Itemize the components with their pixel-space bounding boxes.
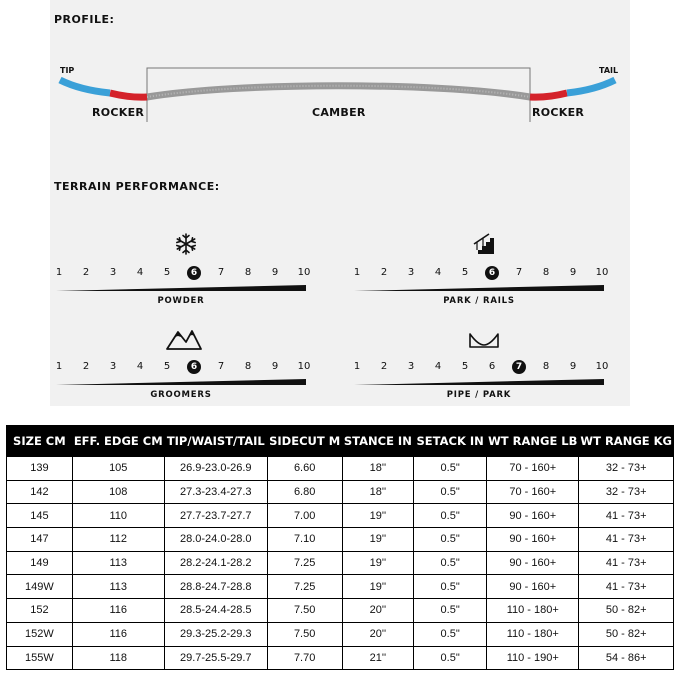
rating-scale-number: 2 (82, 361, 90, 372)
rating-scale-number: 4 (136, 361, 144, 372)
rating-scale-number: 10 (595, 361, 609, 372)
table-cell: 0.5" (414, 551, 487, 575)
mountain-icon (166, 326, 202, 350)
table-cell: 90 - 160+ (487, 551, 579, 575)
table-cell: 32 - 73+ (579, 457, 674, 481)
rating-wedge (354, 285, 604, 291)
rocker-right (530, 93, 567, 97)
snowflake-icon (174, 232, 198, 256)
camber-label: CAMBER (312, 106, 366, 119)
rating-scale-number: 2 (380, 267, 388, 278)
table-cell: 29.7-25.5-29.7 (164, 646, 267, 670)
table-cell: 116 (72, 622, 164, 646)
rating-scale-number: 4 (136, 267, 144, 278)
col-size: SIZE CM (7, 426, 73, 457)
table-cell: 0.5" (414, 480, 487, 504)
rating-label: PARK / RAILS (443, 296, 515, 306)
rating-scale-number: 3 (407, 361, 415, 372)
col-tip-waist-tail: TIP/WAIST/TAIL (164, 426, 267, 457)
table-cell: 118 (72, 646, 164, 670)
table-cell: 7.25 (267, 551, 342, 575)
rating-label: POWDER (157, 296, 205, 306)
col-stance: STANCE IN (342, 426, 414, 457)
table-cell: 0.5" (414, 622, 487, 646)
terrain-heading: TERRAIN PERFORMANCE: (54, 180, 220, 193)
rating-scale (55, 266, 311, 280)
col-setback: SETACK IN (414, 426, 487, 457)
table-cell: 0.5" (414, 575, 487, 599)
table-cell: 90 - 160+ (487, 528, 579, 552)
rating-scale-number: 6 (488, 361, 496, 372)
table-cell: 41 - 73+ (579, 575, 674, 599)
table-cell: 32 - 73+ (579, 480, 674, 504)
table-cell: 149 (7, 551, 73, 575)
tip-section (60, 80, 110, 93)
table-row (7, 575, 674, 599)
table-row (7, 504, 674, 528)
rating-pipe-park (353, 326, 609, 406)
rating-selected-value: 6 (187, 266, 201, 280)
rating-scale-number: 3 (109, 361, 117, 372)
table-cell: 29.3-25.2-29.3 (164, 622, 267, 646)
rating-scale-number: 10 (297, 361, 311, 372)
table-cell: 113 (72, 575, 164, 599)
table-cell: 41 - 73+ (579, 551, 674, 575)
table-cell: 145 (7, 504, 73, 528)
table-cell: 41 - 73+ (579, 504, 674, 528)
table-cell: 70 - 160+ (487, 457, 579, 481)
tip-label: TIP (60, 66, 75, 75)
table-cell: 7.10 (267, 528, 342, 552)
rating-wedge (56, 285, 306, 291)
specs-header-row (7, 426, 674, 457)
rating-wedge (56, 379, 306, 385)
rail-stairs-icon (472, 232, 496, 256)
table-cell: 0.5" (414, 599, 487, 623)
table-cell: 18'' (342, 480, 414, 504)
table-cell: 0.5" (414, 457, 487, 481)
table-cell: 20'' (342, 622, 414, 646)
table-cell: 41 - 73+ (579, 528, 674, 552)
col-wt-lb: WT RANGE LB (487, 426, 579, 457)
table-row (7, 457, 674, 481)
table-cell: 7.50 (267, 622, 342, 646)
table-row (7, 599, 674, 623)
tail-label: TAIL (599, 66, 619, 75)
rating-scale-number: 10 (297, 267, 311, 278)
table-cell: 7.70 (267, 646, 342, 670)
rocker-left-label: ROCKER (92, 106, 145, 119)
table-cell: 110 - 180+ (487, 622, 579, 646)
table-cell: 90 - 160+ (487, 504, 579, 528)
table-cell: 147 (7, 528, 73, 552)
rating-scale (353, 266, 609, 280)
table-cell: 28.5-24.4-28.5 (164, 599, 267, 623)
rating-scale-number: 9 (271, 361, 279, 372)
table-cell: 0.5" (414, 528, 487, 552)
col-eff-edge: EFF. EDGE CM (72, 426, 164, 457)
rating-scale-number: 9 (569, 267, 577, 278)
table-cell: 149W (7, 575, 73, 599)
specs-body (7, 457, 674, 670)
rating-park-rails (353, 232, 609, 312)
table-row (7, 528, 674, 552)
rating-wedge (354, 379, 604, 385)
table-cell: 112 (72, 528, 164, 552)
table-cell: 19'' (342, 528, 414, 552)
table-cell: 139 (7, 457, 73, 481)
info-panel (50, 0, 630, 406)
table-cell: 113 (72, 551, 164, 575)
table-cell: 110 - 180+ (487, 599, 579, 623)
table-cell: 28.0-24.0-28.0 (164, 528, 267, 552)
table-cell: 7.50 (267, 599, 342, 623)
rating-scale-number: 4 (434, 361, 442, 372)
rating-scale-number: 7 (217, 267, 225, 278)
table-cell: 27.7-23.7-27.7 (164, 504, 267, 528)
table-cell: 110 (72, 504, 164, 528)
rating-selected-value: 7 (512, 360, 526, 374)
table-cell: 70 - 160+ (487, 480, 579, 504)
rocker-left (110, 93, 147, 97)
rating-powder (55, 232, 311, 312)
rating-scale-number: 8 (542, 267, 550, 278)
table-cell: 142 (7, 480, 73, 504)
table-cell: 54 - 86+ (579, 646, 674, 670)
table-cell: 19'' (342, 551, 414, 575)
rating-scale-number: 5 (461, 361, 469, 372)
table-row (7, 480, 674, 504)
rating-scale-number: 3 (109, 267, 117, 278)
table-cell: 6.60 (267, 457, 342, 481)
rating-scale-number: 1 (353, 361, 361, 372)
rating-groomers (55, 326, 311, 406)
rating-scale-number: 8 (244, 361, 252, 372)
col-sidecut: SIDECUT M (267, 426, 342, 457)
rating-scale-number: 5 (163, 267, 171, 278)
table-row (7, 622, 674, 646)
halfpipe-icon (468, 332, 500, 350)
table-cell: 116 (72, 599, 164, 623)
rating-scale (55, 360, 311, 374)
rating-scale-number: 1 (55, 267, 63, 278)
table-cell: 7.00 (267, 504, 342, 528)
tail-section (567, 80, 615, 93)
rating-scale-number: 9 (569, 361, 577, 372)
rating-scale-number: 1 (353, 267, 361, 278)
rating-label: GROOMERS (150, 390, 212, 400)
table-row (7, 646, 674, 670)
profile-heading: PROFILE: (54, 13, 115, 26)
table-cell: 0.5" (414, 646, 487, 670)
table-cell: 28.2-24.1-28.2 (164, 551, 267, 575)
table-cell: 90 - 160+ (487, 575, 579, 599)
table-cell: 19'' (342, 504, 414, 528)
rocker-right-label: ROCKER (532, 106, 585, 119)
table-cell: 20'' (342, 599, 414, 623)
rating-scale (353, 360, 609, 374)
table-cell: 0.5" (414, 504, 487, 528)
rating-scale-number: 8 (244, 267, 252, 278)
table-cell: 50 - 82+ (579, 599, 674, 623)
rating-selected-value: 6 (485, 266, 499, 280)
table-cell: 28.8-24.7-28.8 (164, 575, 267, 599)
rating-scale-number: 7 (217, 361, 225, 372)
rating-scale-number: 9 (271, 267, 279, 278)
table-cell: 110 - 190+ (487, 646, 579, 670)
table-row (7, 551, 674, 575)
table-cell: 21'' (342, 646, 414, 670)
table-cell: 19'' (342, 575, 414, 599)
specs-table (6, 425, 674, 670)
rating-scale-number: 4 (434, 267, 442, 278)
table-cell: 27.3-23.4-27.3 (164, 480, 267, 504)
table-cell: 26.9-23.0-26.9 (164, 457, 267, 481)
col-wt-kg: WT RANGE KG (579, 426, 674, 457)
rating-scale-number: 5 (163, 361, 171, 372)
table-cell: 6.80 (267, 480, 342, 504)
table-cell: 108 (72, 480, 164, 504)
table-cell: 155W (7, 646, 73, 670)
table-cell: 152 (7, 599, 73, 623)
table-cell: 18'' (342, 457, 414, 481)
table-cell: 105 (72, 457, 164, 481)
rating-scale-number: 7 (515, 267, 523, 278)
table-cell: 50 - 82+ (579, 622, 674, 646)
rating-scale-number: 8 (542, 361, 550, 372)
rating-scale-number: 2 (380, 361, 388, 372)
rating-selected-value: 6 (187, 360, 201, 374)
table-cell: 152W (7, 622, 73, 646)
rating-scale-number: 3 (407, 267, 415, 278)
rating-scale-number: 2 (82, 267, 90, 278)
rating-scale-number: 1 (55, 361, 63, 372)
rating-scale-number: 10 (595, 267, 609, 278)
rating-scale-number: 5 (461, 267, 469, 278)
rating-label: PIPE / PARK (446, 390, 512, 400)
table-cell: 7.25 (267, 575, 342, 599)
